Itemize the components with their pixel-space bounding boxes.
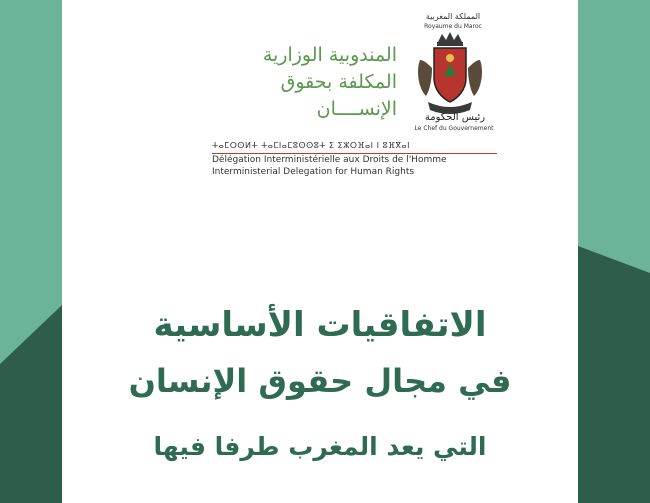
cover-title-line-1: الاتفاقيات الأساسية (153, 305, 487, 345)
org-line-2: المكلفة بحقوق (280, 71, 397, 93)
organization-french-name: Délégation Interministérielle aux Droits de l'Homme (212, 155, 447, 165)
org-line-3: الإنســــان (316, 98, 397, 120)
logo-block (212, 12, 512, 177)
kingdom-arabic: المملكة المغربية (425, 12, 481, 21)
org-line-1: المندوبية الوزارية (262, 44, 397, 66)
cover-subtitle: التي يعد المغرب طرفا فيها (153, 432, 487, 461)
left-dark-triangle (0, 0, 62, 503)
organization-arabic-name (212, 42, 397, 123)
cover-page (62, 0, 578, 503)
logo-divider (212, 153, 497, 154)
right-dark-triangle (578, 0, 650, 503)
organization-tifinagh-name: ⵜⴰⵎⵔⵙⵍⵜ ⵜⴰⵎⵏⴰⵎⵓⵙⵙⵓⵜ ⵉ ⵉⵣⵔⴼⴰⵏ ⵏ ⵓⴼⴳⴰⵏ (212, 141, 411, 150)
cover-title-line-2: في مجال حقوق الإنسان (128, 362, 512, 400)
chef-gouvernement-arabic: رئيس الحكومة (424, 112, 486, 123)
kingdom-french: Royaume du Maroc (424, 23, 482, 30)
organization-english-name: Interministerial Delegation for Human Rights (212, 167, 415, 177)
chef-gouvernement-french: Le Chef du Gouvernement (414, 125, 494, 132)
